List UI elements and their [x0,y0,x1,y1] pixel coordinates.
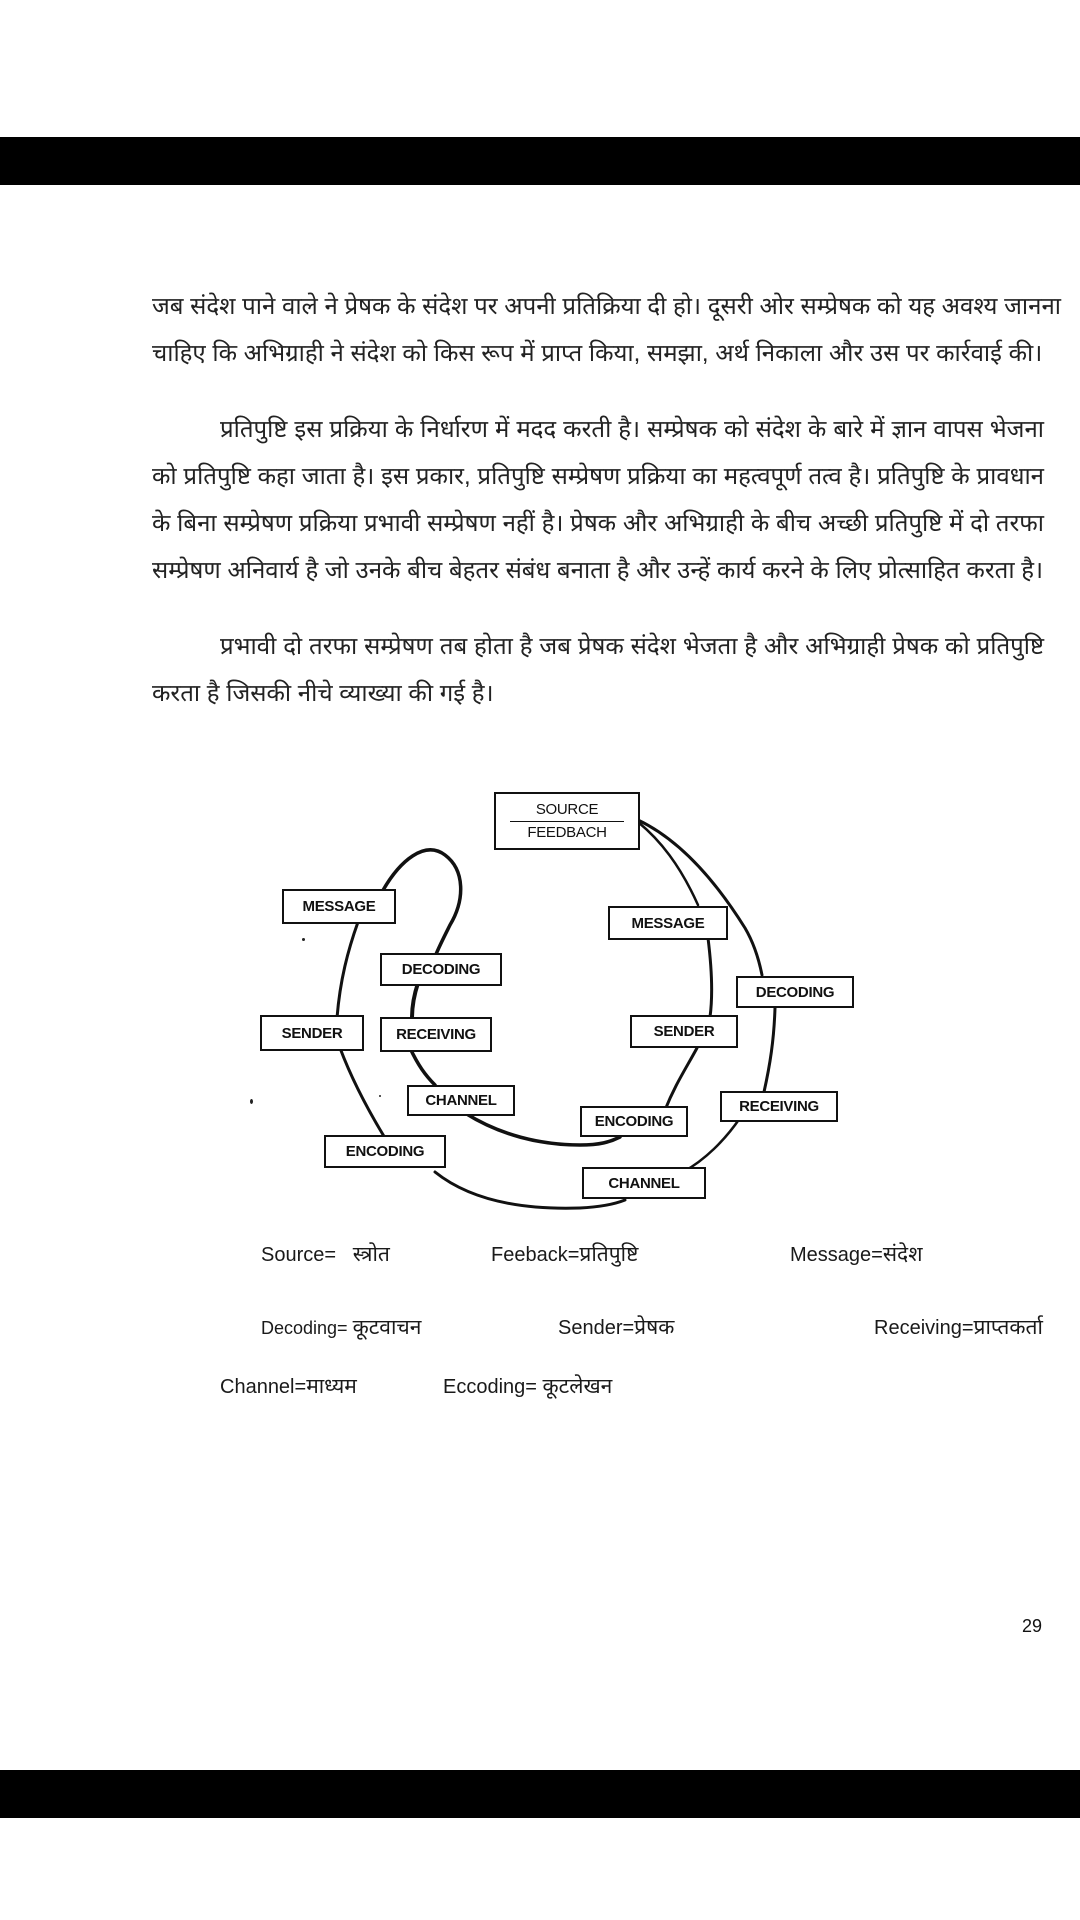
legend-source-hi: स्त्रोत [352,1243,390,1266]
text-line: जब संदेश पाने वाले ने प्रेषक के संदेश पर अपनी प्रतिक्रिया दी हो। दूसरी ओर सम्प्रेषक को यह अवश्य जानना [152,293,1061,320]
connector-right-receiving-to-channel [683,1118,740,1172]
source-divider-line [510,821,624,822]
diagram-box-source-feedback [494,792,640,850]
connector-right-message-to-sender [708,938,712,1017]
diagram-box-right-receiving [720,1091,838,1122]
feedback-label: FEEDBACH [527,824,607,841]
diagram-box-right-decoding [736,976,854,1008]
legend-encoding-hi: कूटलेखन [542,1375,613,1398]
scan-speck [250,1099,253,1104]
left-receiving-label: RECEIVING [396,1026,476,1043]
diagram-box-right-encoding [580,1106,688,1137]
diagram-box-right-message [608,906,728,940]
legend-feedback-en: Feeback= [491,1244,580,1266]
top-page-separator-bar [0,137,1080,185]
scan-speck [379,1095,381,1097]
text-line: सम्प्रेषण अनिवार्य है जो उनके बीच बेहतर संबंध बनाता है और उन्हें कार्य करने के लिए प्रोत्साहित करता है। [152,557,1044,584]
diagram-box-right-channel [582,1167,706,1199]
legend-message-hi: संदेश [882,1243,923,1266]
left-decoding-label: DECODING [401,961,481,978]
legend-sender-en: Sender= [558,1317,635,1339]
left-channel-label: CHANNEL [425,1092,497,1109]
diagram-box-right-sender [630,1015,738,1048]
connector-left-receiving-to-channel [410,1048,435,1085]
connector-left-message-to-sender [337,922,358,1018]
diagram-box-left-sender [260,1015,364,1051]
text-line: प्रभावी दो तरफा सम्प्रेषण तब होता है जब प्रेषक संदेश भेजता है और अभिग्राही प्रेषक को प्रतिपुष्टि [220,633,1044,660]
bottom-page-separator-bar [0,1770,1080,1818]
scan-speck [302,938,305,941]
diagram-box-left-encoding [324,1135,446,1168]
diagram-box-left-receiving [380,1017,492,1052]
connector-left-sender-to-encoding [340,1048,385,1138]
legend-feedback-hi: प्रतिपुष्टि [579,1243,639,1266]
connector-left-decoding-to-receiving [412,983,418,1018]
legend-message-en: Message= [790,1244,883,1266]
left-sender-label: SENDER [281,1024,343,1042]
legend-receiving [874,1313,1043,1341]
legend-encoding-en: Eccoding= [443,1376,537,1398]
text-line: के बिना सम्प्रेषण प्रक्रिया प्रभावी सम्प्रेषण नहीं है। प्रेषक और अभिग्राही के बीच अच्छी प्रतिपुष्टि में दो तरफा [152,510,1044,537]
right-channel-label: CHANNEL [608,1174,680,1192]
text-line: प्रतिपुष्टि इस प्रक्रिया के निर्धारण में मदद करती है। सम्प्रेषक को संदेश के बारे में ज्ञान वापस भेजना [220,416,1044,443]
source-label: SOURCE [535,801,599,818]
legend-sender [558,1313,674,1341]
legend-receiving-hi: प्राप्तकर्ता [973,1316,1043,1339]
legend-encoding [443,1372,612,1400]
text-line: को प्रतिपुष्टि कहा जाता है। इस प्रकार, प्रतिपुष्टि सम्प्रेषण प्रक्रिया का महत्वपूर्ण तत्व है। प्रतिपुष्टि के प्रावधान [152,463,1044,490]
legend-channel [220,1372,357,1400]
legend-decoding-hi: कूटवाचन [352,1316,422,1339]
text-line: करता है जिसकी नीचे व्याख्या की गई है। [152,680,494,707]
right-decoding-label: DECODING [755,983,835,1001]
diagram-box-left-decoding [380,953,502,986]
paragraph-feedback-context [152,283,1061,377]
two-way-communication-diagram [240,780,880,1220]
left-message-label: MESSAGE [302,898,376,915]
left-encoding-label: ENCODING [345,1143,425,1160]
legend-decoding-en: Decoding= [261,1318,348,1338]
right-receiving-label: RECEIVING [739,1098,819,1115]
legend-feedback [491,1240,638,1268]
right-message-label: MESSAGE [631,914,705,932]
legend-decoding [261,1313,421,1341]
legend-source [261,1240,390,1268]
connector-right-decoding-to-receiving [764,1008,775,1092]
diagram-box-left-message [282,889,396,924]
right-encoding-label: ENCODING [594,1113,674,1130]
legend-receiving-en: Receiving= [874,1317,974,1339]
page-number: 29 [1022,1616,1043,1636]
connector-source-to-right-decoding [638,820,762,975]
connector-source-to-right-message [638,822,698,905]
paragraph-feedback-definition [152,406,1044,594]
legend-channel-hi: माध्यम [306,1375,357,1398]
legend-sender-hi: प्रेषक [634,1316,675,1339]
text-line: चाहिए कि अभिग्राही ने संदेश को किस रूप में प्राप्त किया, समझा, अर्थ निकाला और उस पर कार्रवाई की। [152,340,1043,367]
right-sender-label: SENDER [653,1023,715,1040]
legend-source-en: Source= [261,1244,337,1266]
legend-message [790,1240,922,1268]
connector-right-sender-to-encoding [665,1048,697,1110]
diagram-box-left-channel [407,1085,515,1116]
legend-channel-en: Channel= [220,1376,307,1398]
paragraph-two-way-communication [152,623,1044,717]
